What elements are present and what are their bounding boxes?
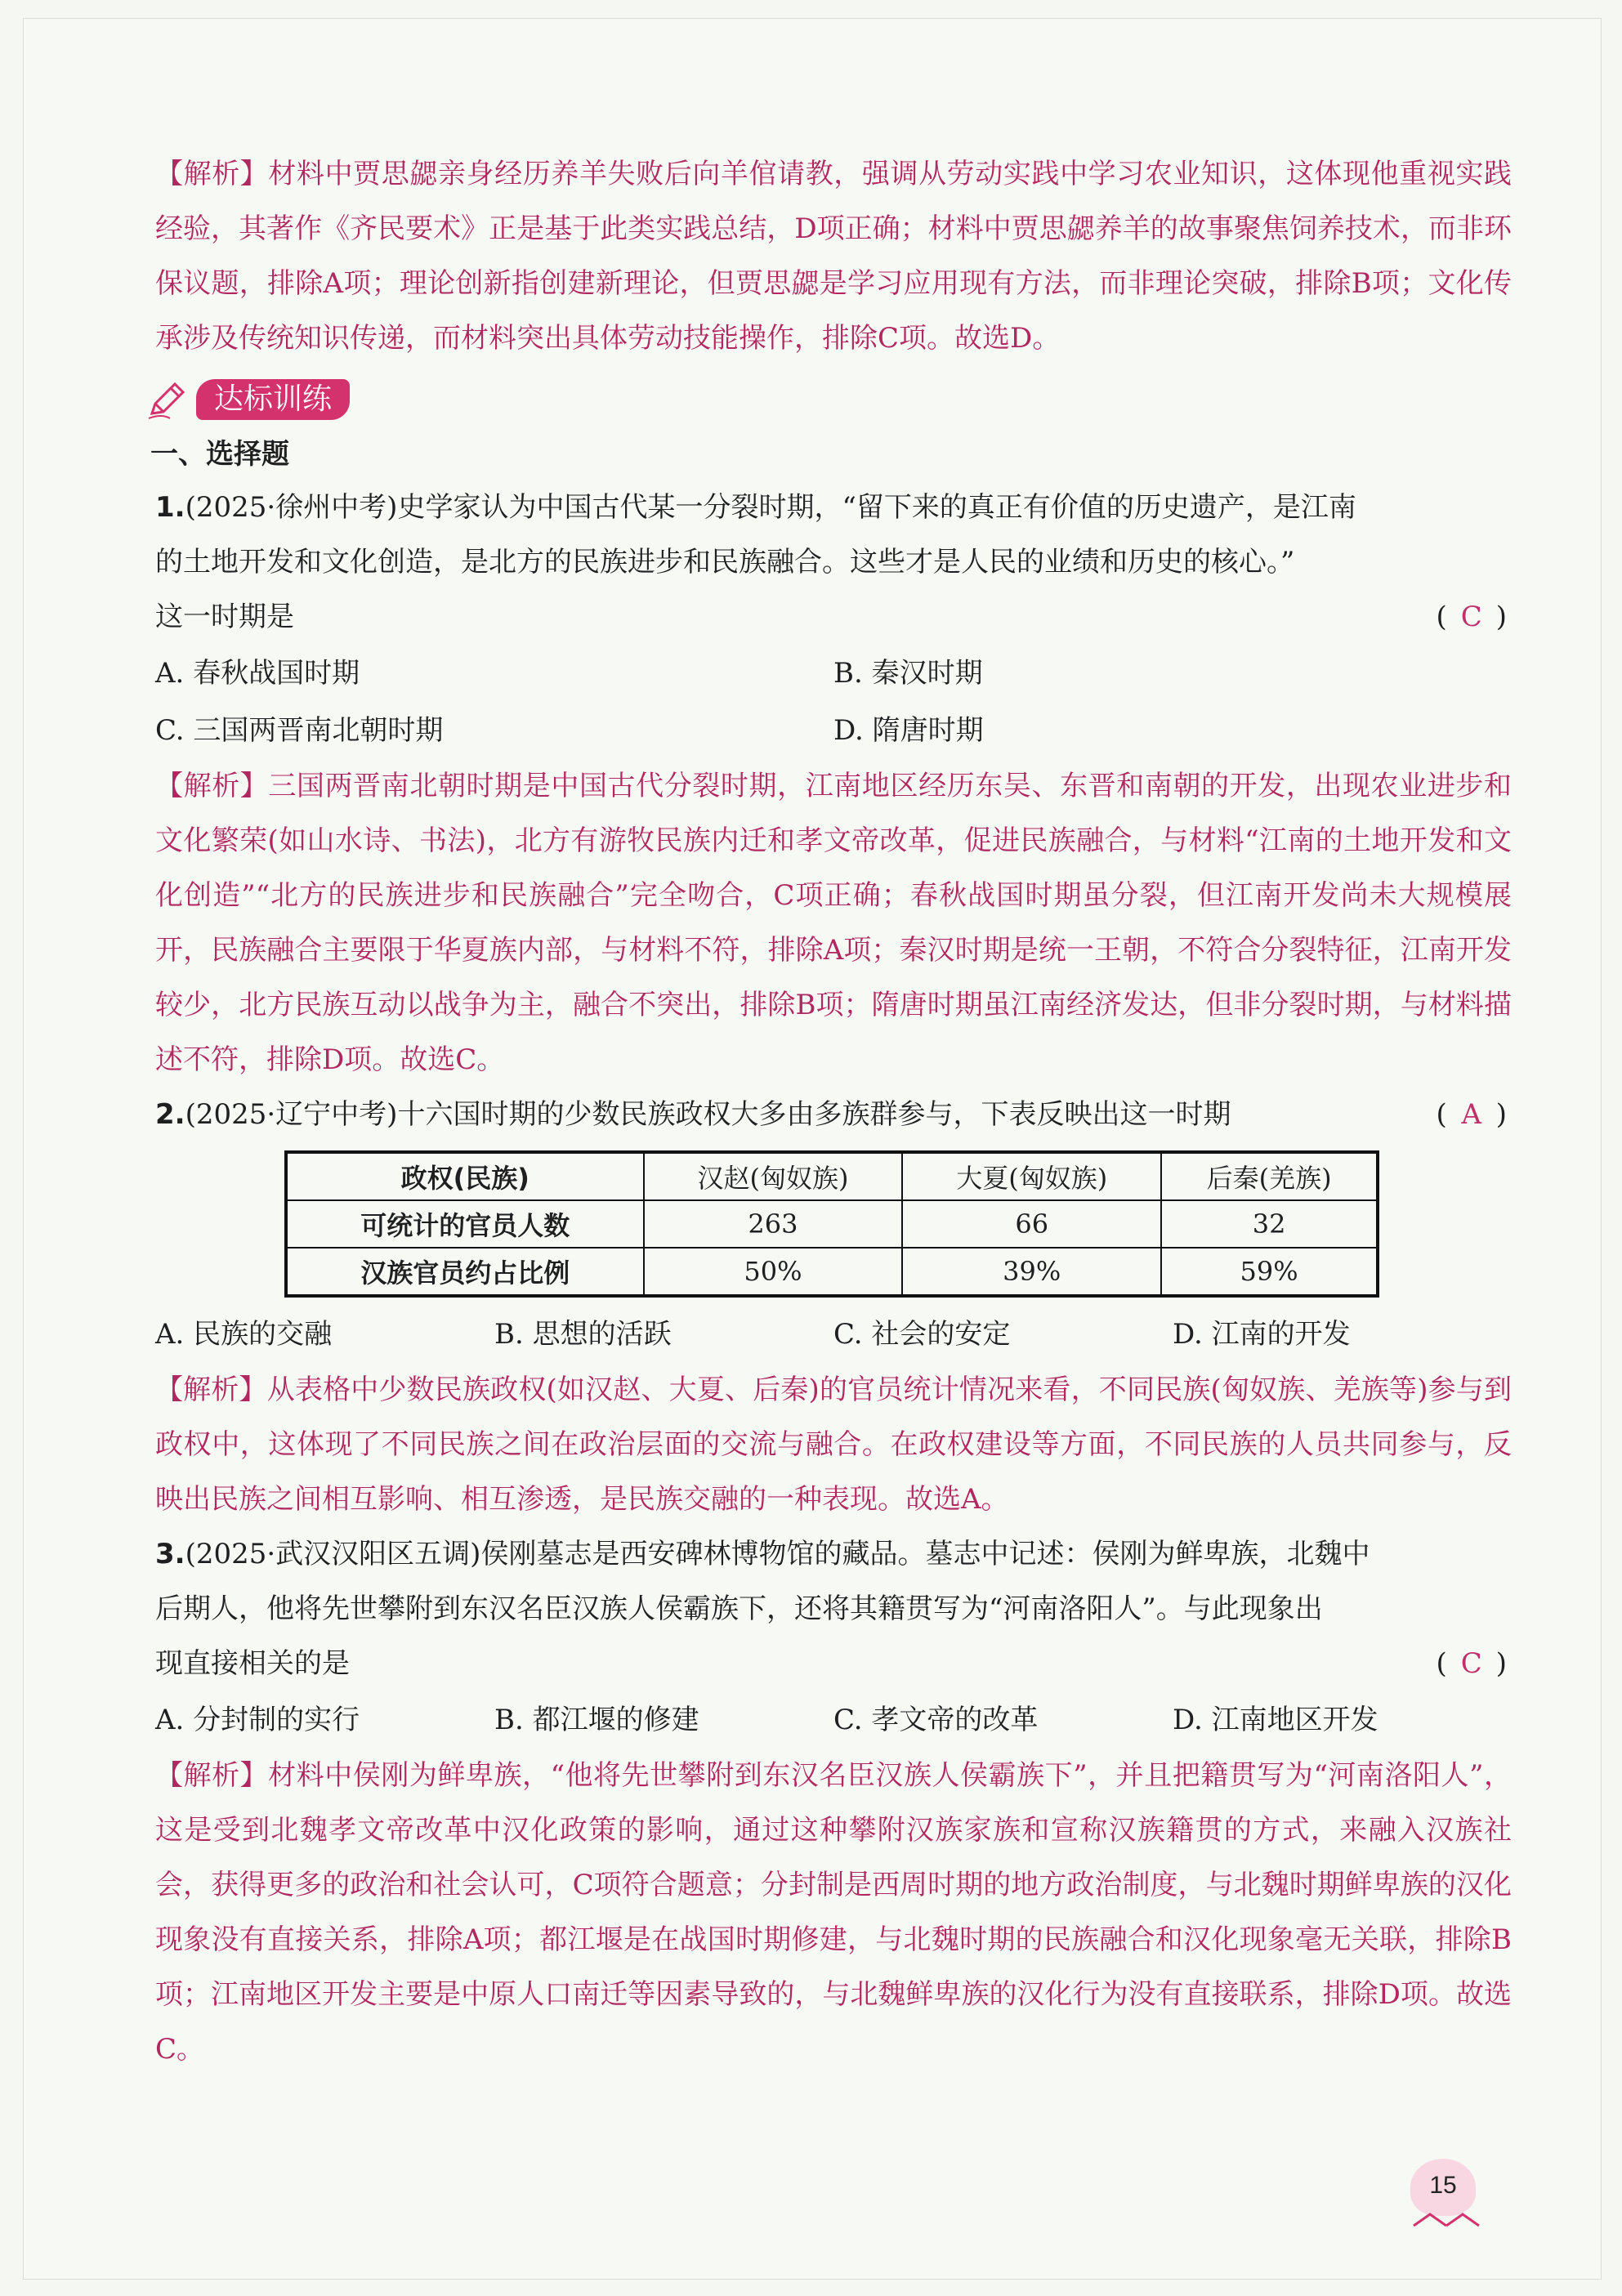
answer-bracket: ( A ) [1436,1088,1512,1142]
options [155,702,1512,759]
option-d: D. 隋唐时期 [833,714,984,747]
pencil-icon [145,377,190,422]
analysis-text: 材料中侯刚为鲜卑族，“他将先世攀附到东汉名臣汉族人侯霸族下”，并且把籍贯写为“河南洛阳人”，这是受到北魏孝文帝改革中汉化政策的影响，通过这种攀附汉族家族和宣称汉族籍贯的方式，来融入汉族社会，获得更多的政治和社会认可，C项符合题意；分封制是西周时期的地方政治制度，与北魏时期鲜卑族的汉化现象没有直接关系，排除A项；都江堰是在战国时期修建，与北魏时期的民族融合和汉化现象毫无关联，排除B项；江南地区开发主要是中原人口南迁等因素导致的，与北魏鲜卑族的汉化行为没有直接联系，排除D项。故选C。 [155,1759,1513,2066]
analysis-tag: 【解析】 [155,770,269,802]
page-number: 15 [1410,2159,1476,2216]
question-stem: 十六国时期的少数民族政权大多由多族群参与，下表反映出这一时期 [397,1098,1231,1131]
option-c: C. 社会的安定 [833,1318,1011,1351]
table-cell: 50% [644,1248,903,1296]
option-d: D. 江南的开发 [1173,1318,1351,1351]
question-number: 2. [155,1098,185,1131]
option-d: D. 江南地区开发 [1173,1704,1378,1736]
table-cell: 32 [1161,1200,1378,1248]
answer-bracket: ( C ) [1436,590,1512,645]
table-header: 政权(民族) [286,1152,644,1200]
question-number: 1. [155,491,185,524]
answer-value: C [1460,1647,1482,1680]
intro-analysis [155,147,1512,366]
data-table [284,1150,1379,1298]
answer-value: C [1460,601,1482,633]
answer-bracket: ( C ) [1436,1637,1512,1691]
analysis-text: 材料中贾思勰亲身经历养羊失败后向羊倌请教，强调从劳动实践中学习农业知识，这体现他重视实践经验，其著作《齐民要术》正是基于此类实践总结，D项正确；材料中贾思勰养羊的故事聚焦饲养技术，而非环保议题，排除A项；理论创新指创建新理论，但贾思勰是学习应用现有方法，而非理论突破，排除B项；文化传承涉及传统知识传递，而材料突出具体劳动技能操作，排除C项。故选D。 [155,158,1513,355]
question-3 [155,1527,1512,1691]
analysis-tag: 【解析】 [155,1759,269,1792]
question-stem: 的土地开发和文化创造，是北方的民族进步和民族融合。这些才是人民的业绩和历史的核心。” [155,546,1295,578]
question-source: (2025·徐州中考) [185,491,398,524]
question-stem: 史学家认为中国古代某一分裂时期，“留下来的真正有价值的历史遗产，是江南 [397,491,1356,524]
option-b: B. 都江堰的修建 [494,1704,699,1736]
q1-analysis [155,759,1512,1088]
options [155,645,1512,702]
analysis-text: 三国两晋南北朝时期是中国古代分裂时期，江南地区经历东吴、东晋和南朝的开发，出现农业进步和文化繁荣(如山水诗、书法)，北方有游牧民族内迁和孝文帝改革，促进民族融合，与材料“江南的土地开发和文化创造”“北方的民族进步和民族融合”完全吻合，C项正确；春秋战国时期虽分裂，但江南开发尚未大规模展开，民族融合主要限于华夏族内部，与材料不符，排除A项；秦汉时期是统一王朝，不符合分裂特征，江南开发较少，北方民族互动以战争为主，融合不突出，排除B项；隋唐时期虽江南经济发达，但非分裂时期，与材料描述不符，排除D项。故选C。 [155,770,1513,1076]
table-header: 大夏(匈奴族) [902,1152,1161,1200]
option-b: B. 思想的活跃 [494,1318,672,1351]
table-header: 后秦(羌族) [1161,1152,1378,1200]
table-cell: 汉族官员约占比例 [286,1248,644,1296]
question-stem: 这一时期是 [155,601,294,633]
chevron-decoration-icon [1389,2206,1504,2231]
q3-analysis [155,1749,1512,2077]
q2-analysis [155,1363,1512,1527]
section-header [155,371,1512,428]
table-row [286,1248,1378,1296]
page-content [150,147,1513,2077]
question-stem: 侯刚墓志是西安碑林博物馆的藏品。墓志中记述：侯刚为鲜卑族，北魏中 [480,1538,1370,1570]
section-badge: 达标训练 [196,379,350,420]
question-number: 3. [155,1538,185,1570]
table-cell: 263 [644,1200,903,1248]
option-c: C. 孝文帝的改革 [833,1704,1039,1736]
options [155,1306,1512,1363]
question-source: (2025·辽宁中考) [185,1098,398,1131]
option-b: B. 秦汉时期 [833,657,983,690]
section-title: 一、选择题 [150,438,289,471]
analysis-tag: 【解析】 [155,1374,267,1406]
option-a: A. 分封制的实行 [155,1704,360,1736]
question-1 [155,480,1512,645]
table-cell: 59% [1161,1248,1378,1296]
table-header-row [286,1152,1378,1200]
analysis-tag: 【解析】 [155,158,269,190]
question-2 [155,1088,1512,1142]
table-cell: 可统计的官员人数 [286,1200,644,1248]
analysis-text: 从表格中少数民族政权(如汉赵、大夏、后秦)的官员统计情况来看，不同民族(匈奴族、羌族等)参与到政权中，这体现了不同民族之间在政治层面的交流与融合。在政权建设等方面，不同民族的人员共同参与，反映出民族之间相互影响、相互渗透，是民族交融的一种表现。故选A。 [155,1374,1512,1516]
answer-value: A [1461,1098,1482,1131]
option-c: C. 三国两晋南北朝时期 [155,714,444,747]
question-stem: 现直接相关的是 [155,1647,350,1680]
option-a: A. 春秋战国时期 [155,657,360,690]
options [155,1691,1512,1749]
question-stem: 后期人，他将先世攀附到东汉名臣汉族人侯霸族下，还将其籍贯写为“河南洛阳人”。与此现象出 [155,1592,1323,1625]
table-row [286,1200,1378,1248]
option-a: A. 民族的交融 [155,1318,333,1351]
table-cell: 66 [902,1200,1161,1248]
table-header: 汉赵(匈奴族) [644,1152,903,1200]
question-source: (2025·武汉汉阳区五调) [185,1538,481,1570]
table-cell: 39% [902,1248,1161,1296]
